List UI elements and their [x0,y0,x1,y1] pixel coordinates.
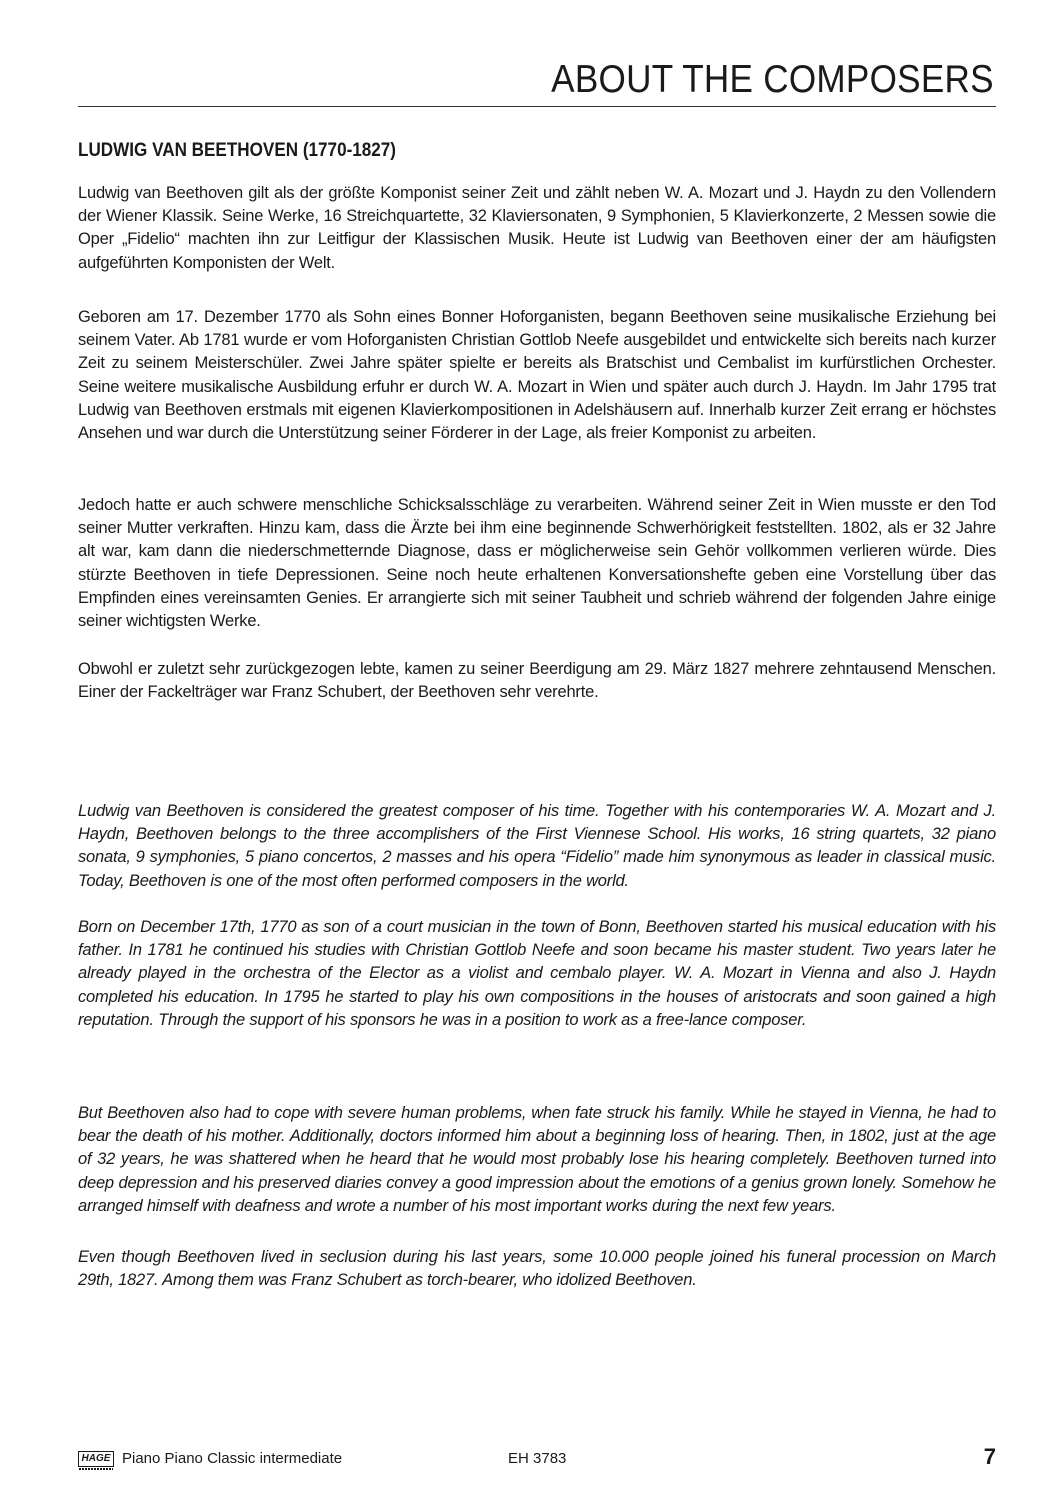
german-biography [78,182,996,702]
german-paragraph-3: Jedoch hatte er auch schwere menschliche Schicksalsschläge zu verarbeiten. Während seiner Zeit in Wien musste er den Tod seiner Mutter verkraften. Hinzu kam, dass die Ärzte bei ihm eine beginnende Schwerhörigkeit feststellten. 1802, als er 32 Jahre alt war, kam dann die niederschmetternde Diagnose, dass er möglicherweise sein Gehör vollkommen verlieren würde. Dies stürzte Beethoven in tiefe Depressionen. Seine noch heute erhaltenen Konversationshefte geben eine Vorstellung über das Empfinden eines vereinsamten Genies. Er arrangierte sich mit seiner Taubheit und schrieb während der folgenden Jahre einige seiner wichtigsten Werke. [78,496,996,631]
composer-heading: LUDWIG VAN BEETHOVEN (1770-1827) [78,140,397,161]
english-paragraph-2: Born on December 17th, 1770 as son of a court musician in the town of Bonn, Beethoven started his musical education with his father. In 1781 he continued his studies with Christian Gottlob Neefe and soon became his master student. Two years later he already played in the orchestra of the Elector as a violist and cembalo player. W. A. Mozart in Vienna and also J. Haydn completed his education. In 1795 he started to play his own compositions in the houses of aristocrats and soon gained a high reputation. Through the support of his sponsors he was in a position to work as a free-lance composer. [78,918,996,1029]
publisher-logo: HAGE [78,1451,114,1467]
series-title: Piano Piano Classic intermediate [122,1450,343,1467]
german-paragraph-1: Ludwig van Beethoven gilt als der größte Komponist seiner Zeit und zählt neben W. A. Mozart und J. Haydn zu den Vollendern der Wiener Klassik. Seine Werke, 16 Streichquartette, 32 Klaviersonaten, 9 Symphonien, 5 Klavierkonzerte, 2 Messen sowie die Oper „Fidelio“ machten ihn zur Leitfigur der Klassischen Musik. Heute ist Ludwig van Beethoven einer der am häufigsten aufgeführten Komponisten der Welt. [78,184,996,272]
english-paragraph-4: Even though Beethoven lived in seclusion during his last years, some 10.000 people joined his funeral procession on March 29th, 1827. Among them was Franz Schubert as torch-bearer, who idolized Beethoven. [78,1248,996,1290]
page-header [78,58,996,107]
german-paragraph-2: Geboren am 17. Dezember 1770 als Sohn eines Bonner Hoforganisten, begann Beethoven seine musikalische Erziehung bei seinem Vater. Ab 1781 wurde er vom Hoforganisten Christian Gottlob Neefe ausgebildet und entwickelte sich bereits nach kurzer Zeit zu seinem Meisterschüler. Zwei Jahre später spielte er bereits als Bratschist und Cembalist im kurfürstlichen Orchester. Seine weitere musikalische Ausbildung erfuhr er durch W. A. Mozart in Wien und später auch durch J. Haydn. Im Jahr 1795 trat Ludwig van Beethoven erstmals mit eigenen Klavierkompositionen in Adelshäusern auf. Innerhalb kurzer Zeit errang er höchstes Ansehen und war durch die Unterstützung seiner Förderer in der Lage, als freier Komponist zu arbeiten. [78,308,996,443]
english-paragraph-3: But Beethoven also had to cope with severe human problems, when fate struck his family. While he stayed in Vienna, he had to bear the death of his mother. Additionally, doctors informed him about a beginning loss of hearing. Then, in 1802, just at the age of 32 years, he was shattered when he heard that he would most probably lose his hearing completely. Beethoven turned into deep depression and his preserved diaries convey a good impression about the emotions of a genius grown lonely. Somehow he arranged himself with deafness and wrote a number of his most important works during the next few years. [78,1104,996,1215]
page-footer [78,1446,996,1476]
english-paragraph-1: Ludwig van Beethoven is considered the greatest composer of his time. Together with his contemporaries W. A. Mozart and J. Haydn, Beethoven belongs to the three accomplishers of the First Viennese School. His works, 16 string quartets, 32 piano sonata, 9 symphonies, 5 piano concertos, 2 masses and his opera “Fidelio” made him synonymous as leader in classical music. Today, Beethoven is one of the most often performed composers in the world. [78,802,996,890]
page-title: ABOUT THE COMPOSERS [551,58,994,101]
edition-number: EH 3783 [508,1450,567,1467]
page-number: 7 [983,1444,996,1469]
english-biography [78,800,996,1290]
german-paragraph-4: Obwohl er zuletzt sehr zurückgezogen lebte, kamen zu seiner Beerdigung am 29. März 1827 mehrere zehntausend Menschen. Einer der Fackelträger war Franz Schubert, der Beethoven sehr verehrte. [78,660,996,702]
